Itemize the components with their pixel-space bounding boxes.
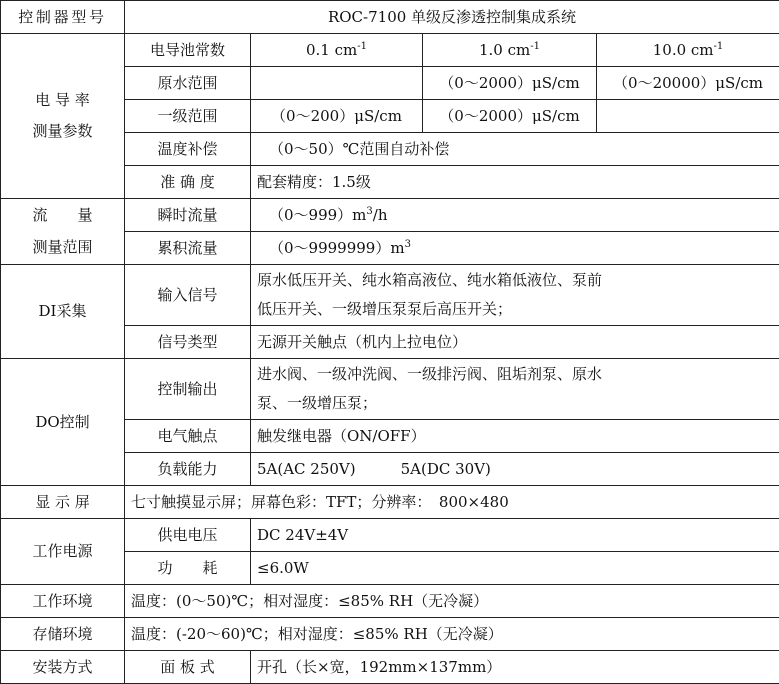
install-label: 安装方式	[1, 651, 125, 684]
di-input-label: 输入信号	[125, 265, 251, 326]
cell-constant-label: 电导池常数	[125, 34, 251, 67]
do-control-label: 控制输出	[125, 359, 251, 420]
conductivity-row-constant	[1, 34, 779, 67]
do-control-line1: 进水阀、一级冲洗阀、一级排污阀、阻垢剂泵、原水	[257, 360, 773, 389]
instant-flow-sup: 3	[366, 206, 372, 217]
install-value: 开孔（长×宽，192mm×137mm）	[251, 651, 779, 684]
cell-constant-0-exp: -1	[357, 41, 367, 52]
di-signal-value: 无源开关触点（机内上拉电位）	[251, 326, 779, 359]
di-category: DI采集	[1, 265, 125, 359]
do-control-value	[251, 359, 779, 420]
cell-constant-1	[423, 34, 597, 67]
total-flow-label: 累积流量	[125, 232, 251, 265]
total-flow-cell	[251, 232, 779, 265]
di-input-line1: 原水低压开关、纯水箱高液位、纯水箱低液位、泵前	[257, 266, 773, 295]
instant-flow-label: 瞬时流量	[125, 199, 251, 232]
di-signal-label: 信号类型	[125, 326, 251, 359]
accuracy-value: 配套精度：1.5级	[251, 166, 779, 199]
flow-category	[1, 199, 125, 265]
do-contact-value: 触发继电器（ON/OFF）	[251, 420, 779, 453]
do-row-control	[1, 359, 779, 420]
conductivity-category-line2: 测量参数	[7, 116, 118, 148]
cell-constant-2-exp: -1	[714, 41, 724, 52]
raw-range-0	[251, 67, 423, 100]
primary-range-2	[597, 100, 779, 133]
do-load-value: 5A(AC 250V) 5A(DC 30V)	[251, 453, 779, 486]
di-input-value	[251, 265, 779, 326]
cell-constant-1-value: 1.0 cm	[479, 41, 530, 59]
power-voltage-value: DC 24V±4V	[251, 519, 779, 552]
flow-category-line2: 测量范围	[7, 232, 118, 264]
display-row	[1, 486, 779, 519]
cell-constant-1-exp: -1	[530, 41, 540, 52]
power-row-voltage	[1, 519, 779, 552]
install-row	[1, 651, 779, 684]
model-label: 控制器型号	[1, 1, 125, 34]
work-env-row	[1, 585, 779, 618]
primary-range-1: （0～2000）μS/cm	[423, 100, 597, 133]
storage-env-value: 温度：(-20～60)℃；相对湿度：≤85% RH（无冷凝）	[125, 618, 779, 651]
cell-constant-2-value: 10.0 cm	[653, 41, 714, 59]
do-category: DO控制	[1, 359, 125, 486]
conductivity-category-line1: 电 导 率	[7, 85, 118, 117]
power-category: 工作电源	[1, 519, 125, 585]
power-voltage-label: 供电电压	[125, 519, 251, 552]
do-control-line2: 泵、一级增压泵；	[257, 389, 773, 418]
cell-constant-2	[597, 34, 779, 67]
cell-constant-0-value: 0.1 cm	[306, 41, 357, 59]
primary-range-label: 一级范围	[125, 100, 251, 133]
flow-row-instant	[1, 199, 779, 232]
display-label: 显 示 屏	[1, 486, 125, 519]
instant-flow-unit: /h	[373, 206, 388, 224]
work-env-label: 工作环境	[1, 585, 125, 618]
work-env-value: 温度：(0～50)℃；相对湿度：≤85% RH（无冷凝）	[125, 585, 779, 618]
display-value: 七寸触摸显示屏；屏幕色彩：TFT；分辨率： 800×480	[125, 486, 779, 519]
power-consumption-label: 功 耗	[125, 552, 251, 585]
flow-category-line1: 流 量	[7, 200, 118, 232]
header-row	[1, 1, 779, 34]
raw-range-1: （0～2000）μS/cm	[423, 67, 597, 100]
di-row-input	[1, 265, 779, 326]
di-input-line2: 低压开关、一级增压泵泵后高压开关；	[257, 295, 773, 324]
primary-range-0: （0～200）μS/cm	[251, 100, 423, 133]
raw-range-2: （0～20000）μS/cm	[597, 67, 779, 100]
temp-comp-label: 温度补偿	[125, 133, 251, 166]
do-contact-label: 电气触点	[125, 420, 251, 453]
total-flow-value: （0～9999999）m	[269, 239, 405, 257]
raw-range-label: 原水范围	[125, 67, 251, 100]
conductivity-category	[1, 34, 125, 199]
accuracy-label: 准 确 度	[125, 166, 251, 199]
storage-env-label: 存储环境	[1, 618, 125, 651]
storage-env-row	[1, 618, 779, 651]
instant-flow-cell	[251, 199, 779, 232]
model-name: ROC-7100 单级反渗透控制集成系统	[125, 1, 779, 34]
install-sublabel: 面 板 式	[125, 651, 251, 684]
do-load-label: 负载能力	[125, 453, 251, 486]
power-consumption-value: ≤6.0W	[251, 552, 779, 585]
instant-flow-value: （0～999）m	[269, 206, 366, 224]
cell-constant-0	[251, 34, 423, 67]
total-flow-sup: 3	[405, 239, 411, 250]
temp-comp-value: （0～50）℃范围自动补偿	[251, 133, 779, 166]
